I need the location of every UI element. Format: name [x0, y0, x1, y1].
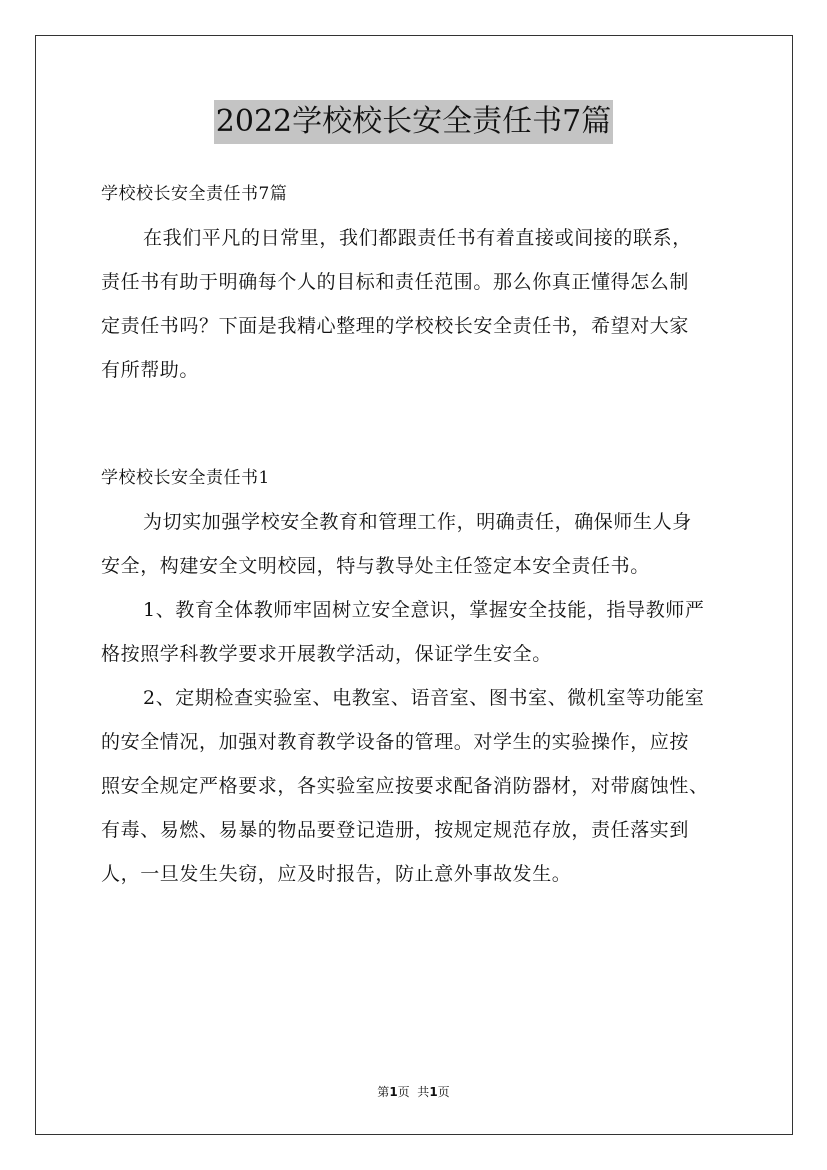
body-line: 2、定期检查实验室、电教室、语音室、图书室、微机室等功能室 [143, 687, 705, 709]
footer-prefix: 第 [377, 1085, 390, 1099]
body-line: 为切实加强学校安全教育和管理工作，明确责任，确保师生人身 [143, 511, 692, 533]
intro-line: 有所帮助。 [101, 359, 200, 381]
footer-page-current: 1 [389, 1085, 398, 1099]
title-container [0, 100, 827, 144]
footer-page-total: 1 [429, 1085, 438, 1099]
section-heading: 学校校长安全责任书1 [101, 468, 270, 488]
body-line: 安全，构建安全文明校园，特与教导处主任签定本安全责任书。 [101, 555, 650, 577]
spacer [101, 392, 741, 456]
body-line: 的安全情况，加强对教育教学设备的管理。对学生的实验操作，应按 [101, 731, 690, 753]
intro-line: 责任书有助于明确每个人的目标和责任范围。那么你真正懂得怎么制 [101, 271, 690, 293]
intro-line: 定责任书吗？下面是我精心整理的学校校长安全责任书，希望对大家 [101, 315, 690, 337]
document-body [101, 172, 741, 896]
body-line: 照安全规定严格要求，各实验室应按要求配备消防器材，对带腐蚀性、 [101, 775, 709, 797]
document-subtitle: 学校校长安全责任书7篇 [101, 184, 288, 204]
intro-line: 在我们平凡的日常里，我们都跟责任书有着直接或间接的联系， [143, 227, 692, 249]
document-title: 2022学校校长安全责任书7篇 [214, 100, 613, 144]
body-line: 有毒、易燃、易暴的物品要登记造册，按规定规范存放，责任落实到 [101, 819, 690, 841]
page-footer [0, 1083, 827, 1100]
body-line: 人，一旦发生失窃，应及时报告，防止意外事故发生。 [101, 863, 572, 885]
body-line: 格按照学科教学要求开展教学活动，保证学生安全。 [101, 643, 552, 665]
footer-mid: 页 共 [397, 1085, 430, 1099]
body-line: 1、教育全体教师牢固树立安全意识，掌握安全技能，指导教师严 [143, 599, 705, 621]
footer-suffix: 页 [437, 1085, 450, 1099]
